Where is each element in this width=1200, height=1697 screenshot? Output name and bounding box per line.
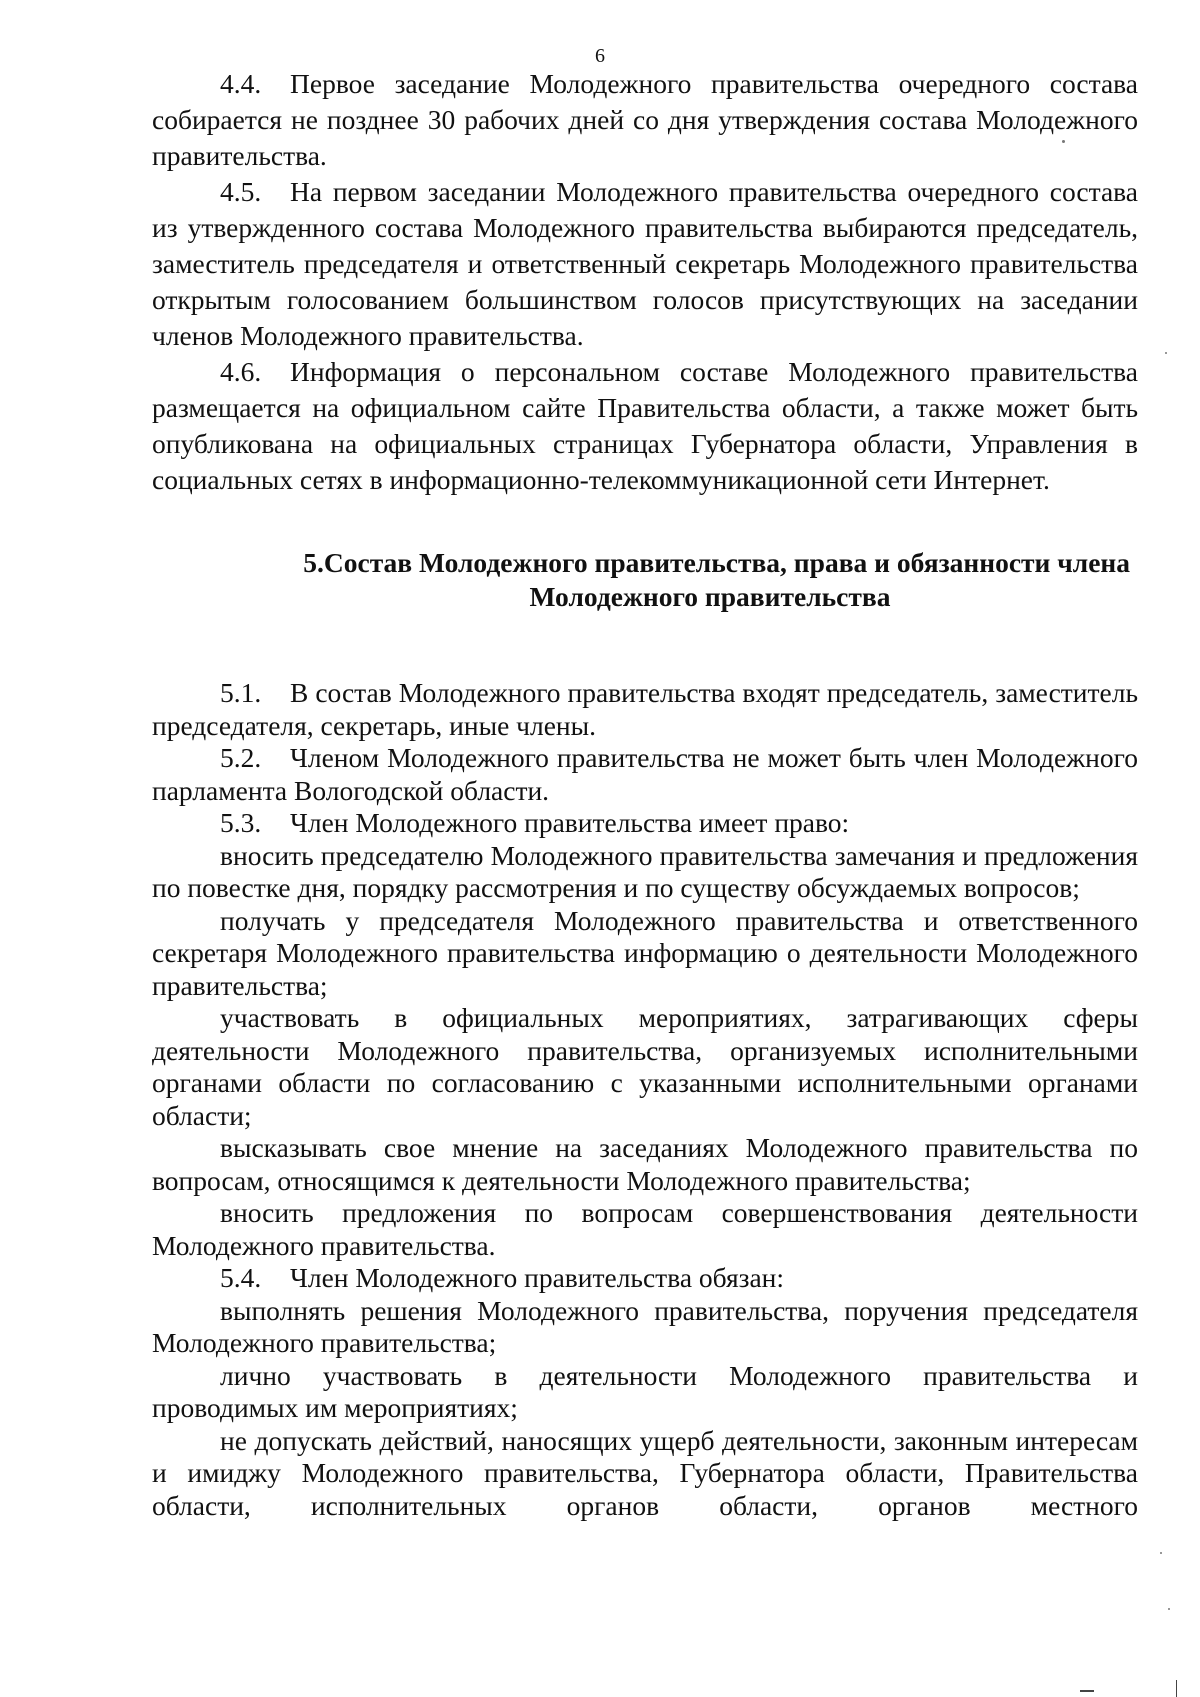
paragraph-5-1 [152, 677, 1138, 742]
scan-edge-mark [1080, 1690, 1094, 1692]
paragraph-text: В состав Молодежного правительства входят председатель, заместитель председателя, секретарь, иные члены. [152, 677, 1138, 741]
item-number: 5.1. [220, 677, 262, 708]
item-number: 5.4. [220, 1262, 262, 1293]
paragraph-5-4 [152, 1262, 1138, 1295]
heading-line-2: Молодежного правительства [529, 581, 891, 612]
right-item: высказывать свое мнение на заседаниях Молодежного правительства по вопросам, относящимся к деятельности Молодежного правительства; [152, 1132, 1138, 1196]
page-number: 6 [595, 45, 605, 67]
duty-item: не допускать действий, наносящих ущерб деятельности, законным интересам и имиджу Молодежного правительства, Губернатора области, Правительства области, исполнительных органов области, органов местного [152, 1424, 1138, 1521]
item-number: 4.6. [220, 356, 262, 387]
section-5-heading [152, 546, 1138, 614]
paragraph-text: Член Молодежного правительства обязан: [290, 1262, 785, 1293]
right-item: участвовать в официальных мероприятиях, затрагивающих сферы деятельности Молодежного правительства, организуемых исполнительными органами области по согласованию с указанными исполнительными органами области; [152, 1002, 1138, 1131]
paragraph-text: Информация о персональном составе Молодежного правительства размещается на официальном сайте Правительства области, а также может быть опубликована на официальных страницах Губернатора области, Управления в социальных сетях в информационно-телекоммуникационной сети Интернет. [152, 356, 1138, 495]
item-number: 5.3. [220, 807, 262, 838]
paragraph-text: Первое заседание Молодежного правительства очередного состава собирается не позднее 30 рабочих дней со дня утверждения состава Молодежного правительства. [152, 68, 1138, 171]
right-item: вносить предложения по вопросам совершенствования деятельности Молодежного правительства. [152, 1197, 1138, 1261]
scan-speck [1062, 140, 1065, 143]
right-item: вносить председателю Молодежного правительства замечания и предложения по повестке дня, порядку рассмотрения и по существу обсуждаемых вопросов; [152, 839, 1138, 903]
item-number: 4.5. [220, 176, 262, 207]
paragraph-5-3 [152, 807, 1138, 840]
scan-speck [1160, 1552, 1162, 1554]
paragraph-text: Член Молодежного правительства имеет право: [290, 807, 850, 838]
paragraph-4-4 [152, 66, 1138, 174]
section-5-items [152, 677, 1138, 1522]
right-item: получать у председателя Молодежного правительства и ответственного секретаря Молодежного правительства информацию о деятельности Молодежного правительства; [152, 904, 1138, 1001]
duty-item: выполнять решения Молодежного правительства, поручения председателя Молодежного правительства; [152, 1294, 1138, 1358]
paragraph-5-2 [152, 742, 1138, 807]
paragraph-text: Членом Молодежного правительства не может быть член Молодежного парламента Вологодской области. [152, 742, 1138, 806]
item-number: 5.2. [220, 742, 262, 773]
heading-line-1: 5.Состав Молодежного правительства, права и обязанности члена [303, 547, 1130, 578]
section-4-items [152, 66, 1138, 498]
scan-speck [1168, 1608, 1170, 1610]
paragraph-text: На первом заседании Молодежного правительства очередного состава из утвержденного состава Молодежного правительства выбираются председатель, заместитель председателя и ответственный секретарь Молодежного правительства открытым голосованием большинством голосов присутствующих на заседании членов Молодежного правительства. [152, 176, 1138, 351]
paragraph-4-6 [152, 354, 1138, 498]
duty-item: лично участвовать в деятельности Молодежного правительства и проводимых им мероприятиях; [152, 1359, 1138, 1423]
paragraph-4-5 [152, 174, 1138, 354]
scan-edge-mark [1176, 1680, 1177, 1697]
scan-speck [1165, 352, 1167, 354]
item-number: 4.4. [220, 68, 262, 99]
